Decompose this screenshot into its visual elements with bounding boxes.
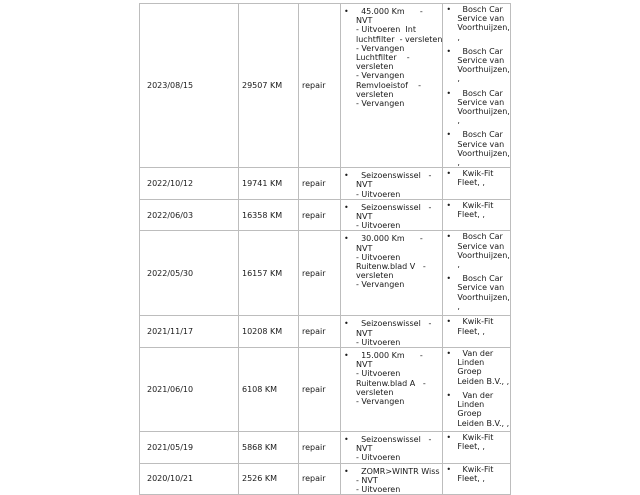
work-line: Ruitenw.blad V - — [356, 262, 426, 272]
work-line: Seizoenswissel - — [356, 319, 432, 329]
workshop-line: Leiden B.V., , — [457, 376, 510, 386]
workshop-line: Van der — [457, 390, 494, 400]
workshop-list — [443, 433, 509, 451]
workshop-line: Bosch Car — [457, 5, 503, 14]
workshop-item — [443, 89, 509, 126]
service-history-body — [140, 4, 511, 495]
workshop-line: , — [457, 260, 460, 270]
workshop-item — [443, 349, 509, 386]
workshop-line: Service van — [457, 97, 505, 107]
mileage-cell: 29507 KM — [239, 4, 299, 168]
work-line: - Vervangen — [356, 71, 405, 81]
workshop-line: Linden — [457, 400, 485, 410]
workshop-line: Voorthuijzen, — [457, 292, 510, 302]
workshop-cell — [443, 432, 510, 464]
date-cell: 2022/05/30 — [140, 231, 239, 316]
table-row — [140, 432, 511, 464]
work-item — [341, 171, 442, 199]
work-line: - Uitvoeren Int — [356, 25, 416, 35]
date-cell: 2021/11/17 — [140, 316, 239, 348]
work-line: versleten — [356, 62, 394, 72]
work-line: - Vervangen — [356, 280, 405, 290]
workshop-line: Groep — [457, 409, 482, 419]
type-cell: repair — [299, 168, 341, 200]
workshop-line: Service van — [457, 283, 505, 293]
workshop-line: Kwik-Fit — [457, 433, 494, 443]
workshop-item — [443, 465, 509, 483]
mileage-cell: 5868 KM — [239, 432, 299, 464]
work-item — [341, 7, 442, 108]
workshop-item — [443, 47, 509, 84]
workshop-line: , — [457, 74, 460, 84]
workshop-item — [443, 130, 509, 167]
work-description-cell — [341, 168, 443, 200]
table-row — [140, 231, 511, 316]
work-item — [341, 351, 442, 406]
workshop-item — [443, 391, 509, 428]
date-cell: 2023/08/15 — [140, 4, 239, 168]
date-cell: 2021/05/19 — [140, 432, 239, 464]
work-line: Seizoenswissel - — [356, 202, 432, 212]
workshop-list — [443, 349, 509, 428]
work-item — [341, 203, 442, 231]
work-line: Ruitenw.blad A - — [356, 378, 426, 388]
workshop-line: Leiden B.V., , — [457, 418, 510, 428]
service-history-table — [139, 3, 511, 495]
work-line: - Uitvoeren — [356, 485, 401, 495]
work-line: NVT — [356, 212, 373, 222]
workshop-line: Kwik-Fit — [457, 464, 494, 474]
workshop-line: Fleet, , — [457, 473, 485, 483]
work-line: 15.000 Km - — [356, 351, 423, 361]
workshop-line: Voorthuijzen, — [457, 65, 510, 75]
workshop-line: Linden — [457, 358, 485, 368]
workshop-item — [443, 232, 509, 269]
workshop-line: , — [457, 32, 460, 42]
workshop-line: Groep — [457, 367, 482, 377]
table-row — [140, 348, 511, 432]
workshop-line: Fleet, , — [457, 178, 485, 188]
work-line: 30.000 Km - — [356, 234, 423, 244]
work-line: NVT — [356, 180, 373, 190]
type-cell: repair — [299, 4, 341, 168]
work-list — [341, 203, 442, 231]
workshop-cell — [443, 348, 510, 432]
work-line: Seizoenswissel - — [356, 435, 432, 445]
work-list — [341, 467, 442, 495]
workshop-cell — [443, 463, 510, 495]
work-list — [341, 319, 442, 347]
work-line: Remvloeistof - — [356, 80, 421, 90]
workshop-item — [443, 5, 509, 42]
work-line: - Uitvoeren — [356, 369, 401, 379]
work-line: versleten — [356, 271, 394, 281]
mileage-cell: 6108 KM — [239, 348, 299, 432]
work-line: - NVT — [356, 475, 378, 485]
work-line: ZOMR>WINTR Wiss — [356, 466, 440, 476]
table-row — [140, 168, 511, 200]
workshop-line: Voorthuijzen, — [457, 148, 510, 158]
workshop-line: Service van — [457, 139, 505, 149]
workshop-line: , — [457, 158, 460, 168]
workshop-list — [443, 317, 509, 335]
workshop-item — [443, 201, 509, 219]
table-row — [140, 4, 511, 168]
workshop-cell — [443, 231, 510, 316]
workshop-line: Kwik-Fit — [457, 169, 494, 179]
work-line: - Uitvoeren — [356, 189, 401, 199]
type-cell: repair — [299, 348, 341, 432]
table-row — [140, 316, 511, 348]
type-cell: repair — [299, 463, 341, 495]
work-line: - Vervangen — [356, 397, 405, 407]
workshop-line: Service van — [457, 14, 505, 24]
workshop-line: Voorthuijzen, — [457, 23, 510, 33]
work-line: versleten — [356, 89, 394, 99]
workshop-item — [443, 433, 509, 451]
workshop-item — [443, 274, 509, 311]
workshop-line: Voorthuijzen, — [457, 250, 510, 260]
workshop-list — [443, 201, 509, 219]
work-list — [341, 435, 442, 463]
work-line: Luchtfilter - — [356, 53, 410, 63]
work-line: - Uitvoeren — [356, 252, 401, 262]
workshop-line: Fleet, , — [457, 210, 485, 220]
work-line: 45.000 Km - — [356, 7, 423, 16]
work-line: NVT — [356, 243, 373, 253]
work-item — [341, 319, 442, 347]
workshop-line: Bosch Car — [457, 46, 503, 56]
workshop-item — [443, 317, 509, 335]
work-line: - Vervangen — [356, 43, 405, 53]
work-item — [341, 234, 442, 289]
workshop-line: Fleet, , — [457, 442, 485, 452]
work-line: - Uitvoeren — [356, 337, 401, 347]
work-list — [341, 351, 442, 406]
workshop-line: Fleet, , — [457, 326, 485, 336]
date-cell: 2022/10/12 — [140, 168, 239, 200]
type-cell: repair — [299, 316, 341, 348]
workshop-item — [443, 169, 509, 187]
workshop-line: Bosch Car — [457, 274, 503, 284]
workshop-line: , — [457, 301, 460, 311]
workshop-cell — [443, 4, 510, 168]
work-item — [341, 435, 442, 463]
mileage-cell: 10208 KM — [239, 316, 299, 348]
workshop-line: Kwik-Fit — [457, 317, 494, 327]
workshop-list — [443, 232, 509, 311]
workshop-line: Voorthuijzen, — [457, 107, 510, 117]
mileage-cell: 16157 KM — [239, 231, 299, 316]
work-line: Seizoenswissel - — [356, 171, 432, 181]
work-description-cell — [341, 231, 443, 316]
type-cell: repair — [299, 432, 341, 464]
work-description-cell — [341, 316, 443, 348]
type-cell: repair — [299, 199, 341, 231]
workshop-line: Service van — [457, 241, 505, 251]
workshop-line: Bosch Car — [457, 232, 503, 242]
mileage-cell: 2526 KM — [239, 463, 299, 495]
work-line: NVT — [356, 328, 373, 338]
work-line: NVT — [356, 16, 373, 26]
mileage-cell: 19741 KM — [239, 168, 299, 200]
workshop-line: Bosch Car — [457, 130, 503, 140]
type-cell: repair — [299, 231, 341, 316]
work-line: NVT — [356, 444, 373, 454]
work-line: - Vervangen — [356, 99, 405, 109]
work-line: versleten — [356, 387, 394, 397]
workshop-list — [443, 169, 509, 187]
work-list — [341, 234, 442, 289]
workshop-line: Van der — [457, 349, 494, 359]
work-line: NVT — [356, 360, 373, 370]
date-cell: 2020/10/21 — [140, 463, 239, 495]
work-description-cell — [341, 199, 443, 231]
workshop-list — [443, 5, 509, 167]
work-line: - Uitvoeren — [356, 453, 401, 463]
work-list — [341, 7, 442, 108]
mileage-cell: 16358 KM — [239, 199, 299, 231]
workshop-list — [443, 465, 509, 483]
work-description-cell — [341, 432, 443, 464]
work-description-cell — [341, 463, 443, 495]
table-row — [140, 199, 511, 231]
work-line: - Uitvoeren — [356, 221, 401, 231]
workshop-cell — [443, 316, 510, 348]
work-list — [341, 171, 442, 199]
workshop-line: Kwik-Fit — [457, 200, 494, 210]
workshop-cell — [443, 168, 510, 200]
work-description-cell — [341, 4, 443, 168]
workshop-line: , — [457, 116, 460, 126]
workshop-cell — [443, 199, 510, 231]
date-cell: 2022/06/03 — [140, 199, 239, 231]
work-line: luchtfilter - versleten — [356, 34, 443, 44]
table-row — [140, 463, 511, 495]
workshop-line: Service van — [457, 56, 505, 66]
work-description-cell — [341, 348, 443, 432]
date-cell: 2021/06/10 — [140, 348, 239, 432]
workshop-line: Bosch Car — [457, 88, 503, 98]
work-item — [341, 467, 442, 495]
